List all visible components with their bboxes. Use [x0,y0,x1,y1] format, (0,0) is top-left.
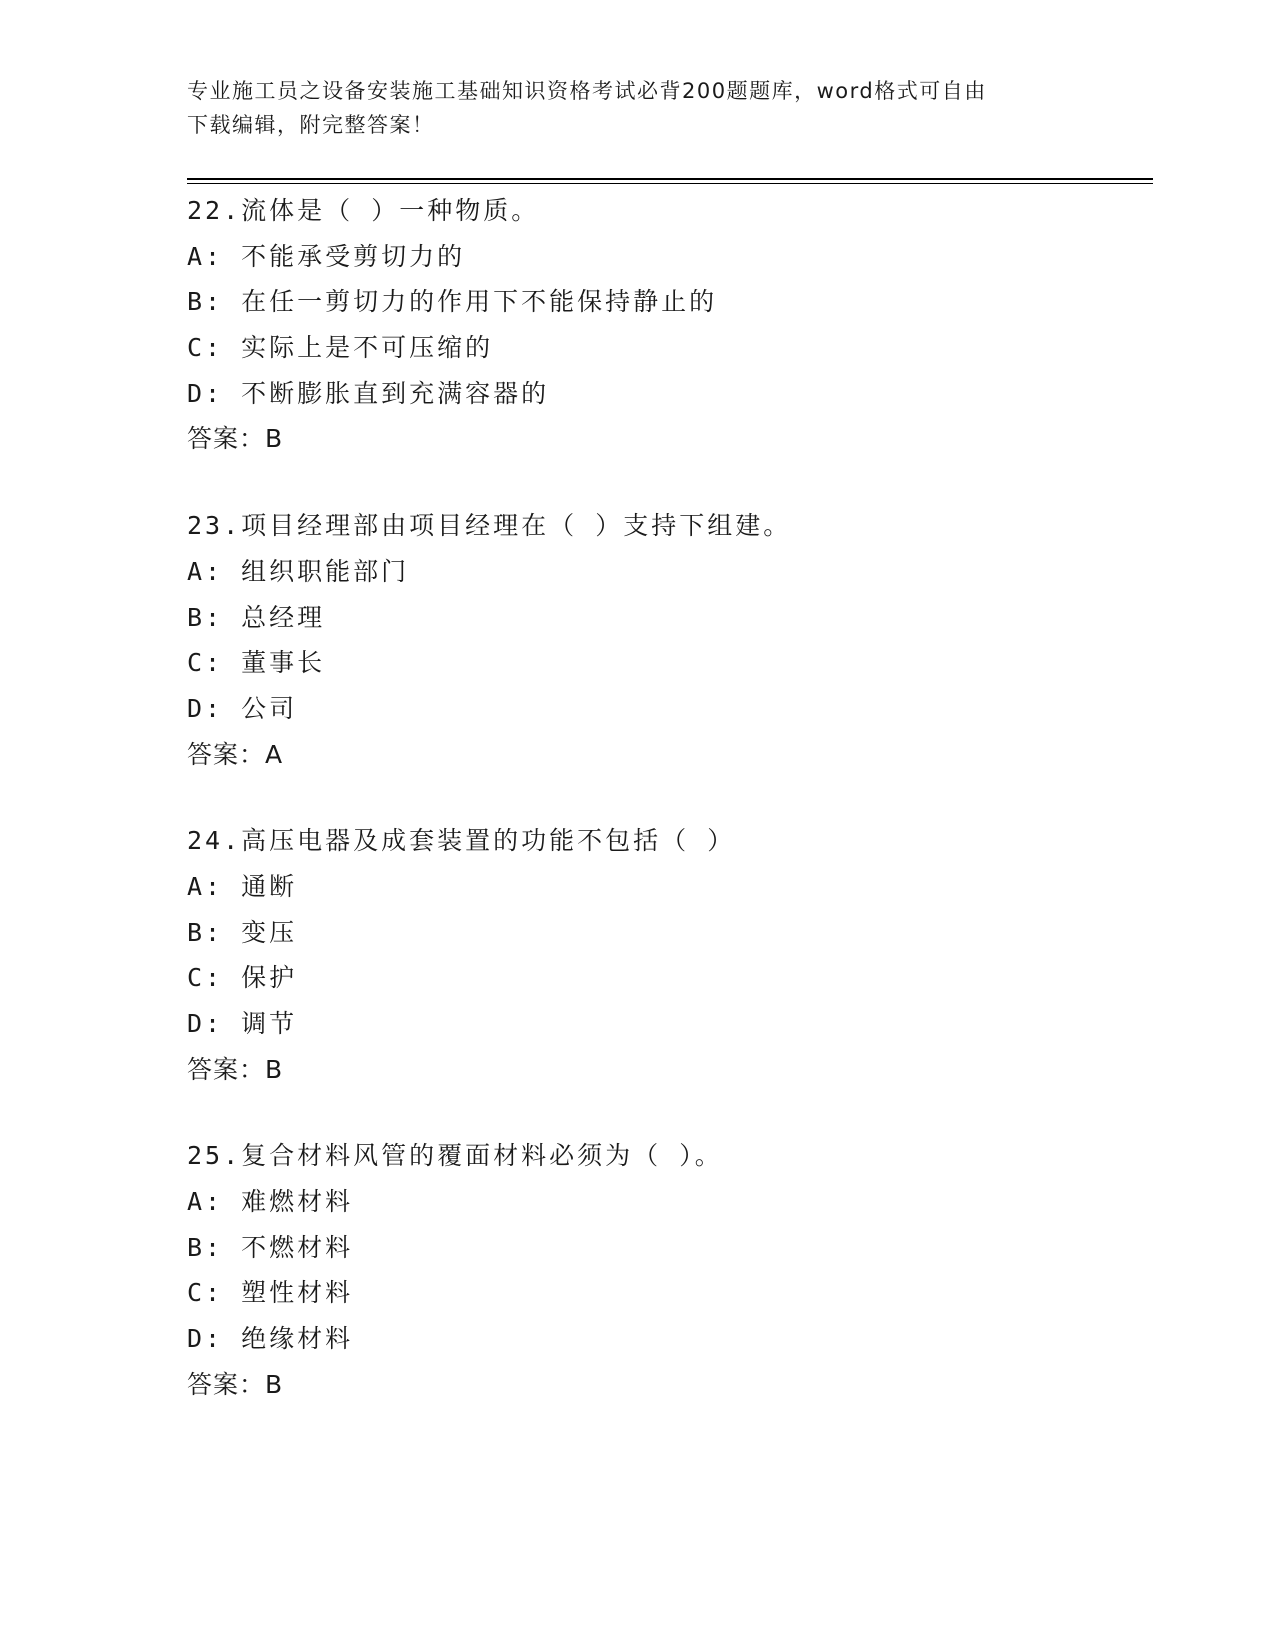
option-d: D: 公司 [187,693,298,723]
option-c: C: 塑性材料 [187,1278,354,1308]
option-d: D: 绝缘材料 [187,1324,354,1354]
question-stem: 23.项目经理部由项目经理在（ ）支持下组建。 [187,511,792,541]
question-23 [187,503,1153,777]
answer: 答案：B [187,1054,284,1084]
option-b: B: 变压 [187,917,298,947]
option-a: A: 通断 [187,871,298,901]
option-a: A: 不能承受剪切力的 [187,241,466,271]
option-d: D: 调节 [187,1009,298,1038]
option-a: A: 难燃材料 [187,1187,354,1217]
question-25 [187,1133,1153,1407]
answer: 答案：B [187,1369,284,1399]
option-d: D: 不断膨胀直到充满容器的 [187,378,550,408]
option-b: B: 不燃材料 [187,1232,354,1262]
question-stem: 25.复合材料风管的覆面材料必须为（ ）。 [187,1141,723,1171]
header-line-2: 下载编辑，附完整答案！ [187,113,435,137]
question-22 [187,188,1153,462]
question-stem: 24.高压电器及成套装置的功能不包括（ ） [187,826,736,856]
question-24 [187,818,1153,1092]
document-header [187,74,1087,142]
question-list [187,188,1153,1449]
header-divider-thick [187,178,1153,180]
question-stem: 22.流体是（ ）一种物质。 [187,196,540,225]
option-c: C: 实际上是不可压缩的 [187,333,494,363]
option-c: C: 董事长 [187,648,326,678]
option-b: B: 总经理 [187,602,326,632]
option-a: A: 组织职能部门 [187,556,410,586]
answer: 答案：B [187,424,284,454]
header-line-1: 专业施工员之设备安装施工基础知识资格考试必背200题题库，word格式可自由 [187,79,987,103]
option-b: B: 在任一剪切力的作用下不能保持静止的 [187,287,718,317]
answer: 答案：A [187,739,284,769]
option-c: C: 保护 [187,963,298,993]
header-divider-thin [187,183,1153,184]
